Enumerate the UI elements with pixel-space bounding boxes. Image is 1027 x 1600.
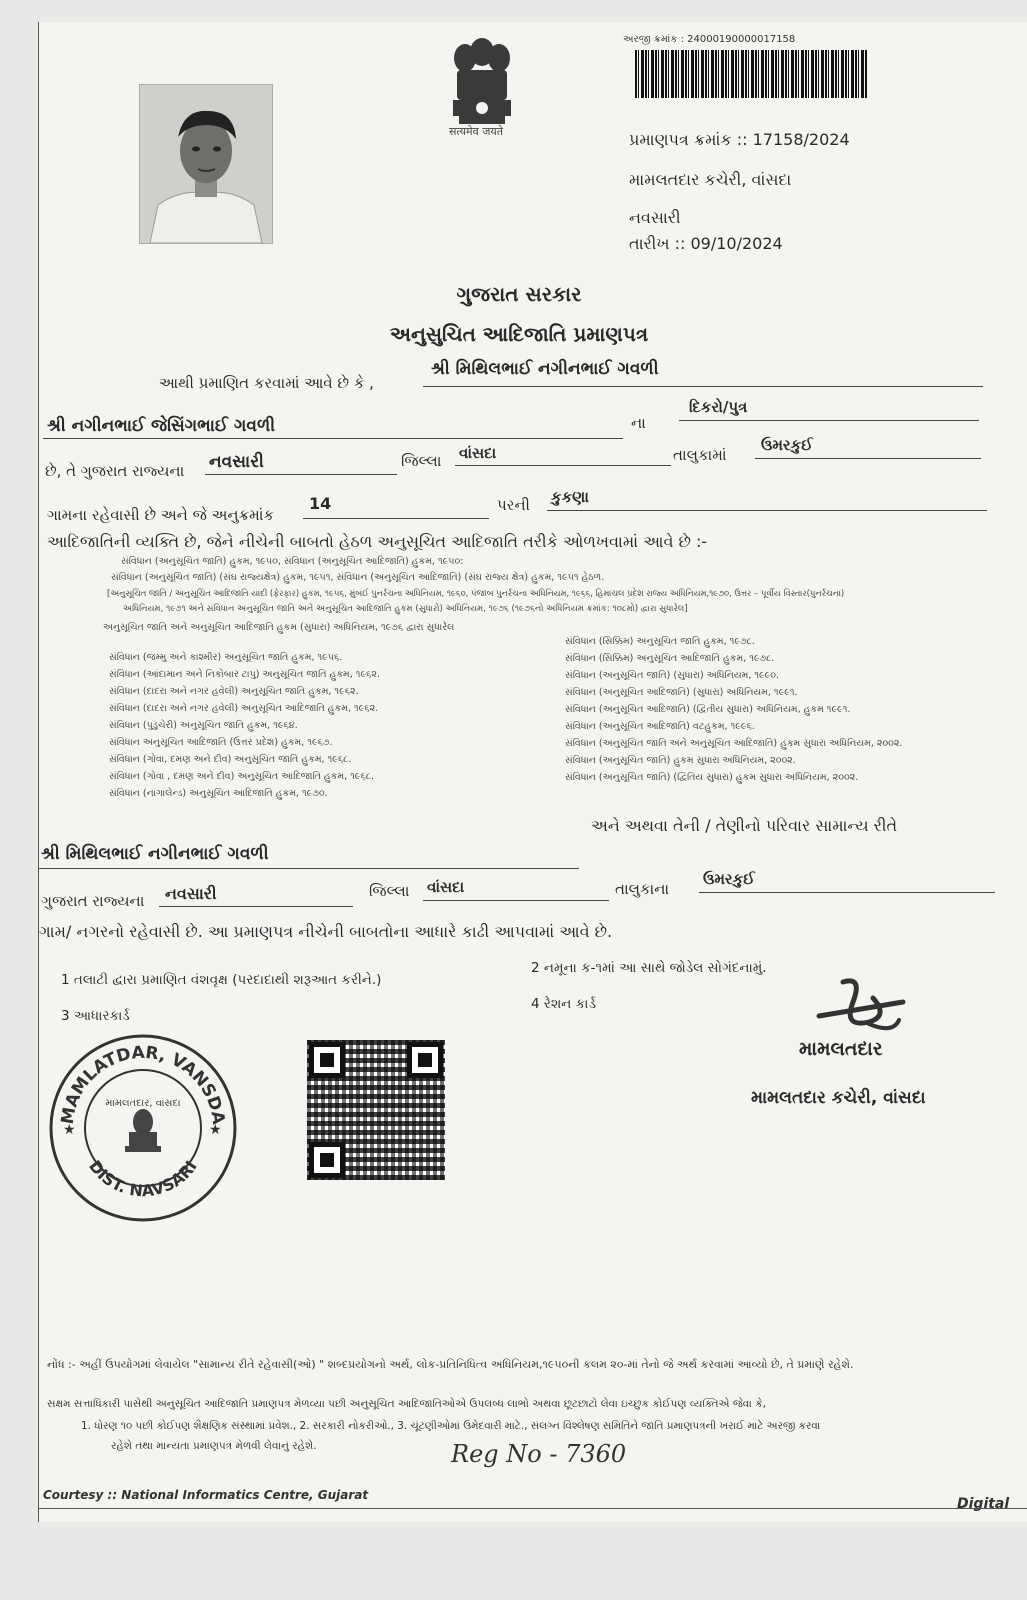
order-item: સંવિધાન (સિક્કિમ) અનુસૂચિત જાતિ હુકમ, ૧૯૭૮.: [565, 636, 755, 647]
orders-right-column: [565, 636, 995, 789]
order-item: સંવિધાન (સિક્કિમ) અનુસૂચિત આદિજાતિ હુકમ, ૧૯૭૮.: [565, 653, 775, 664]
village-name-repeat: નવસારી: [165, 884, 217, 903]
basis-item: 3 આધારકાર્ડ: [61, 1008, 130, 1024]
taluka-label: તાલુકામાં: [673, 446, 727, 464]
issue-date: તારીખ :: 09/10/2024: [629, 234, 783, 253]
order-item: સંવિધાન (દાદરા અને નગર હવેલી) અનુસૂચિત આદિજાતિ હુકમ, ૧૯૬૨.: [109, 703, 379, 714]
application-number: અરજી ક્રમાંક : 24000190000017158: [623, 34, 796, 45]
signature-mark-icon: [813, 972, 913, 1042]
order-item: સંવિધાન (અનુસૂચિત આદિજાતિ) (દ્વિતીય સુધારા) અધિનિયમ, હુકમ ૧૯૯૧.: [565, 704, 851, 715]
state-label-repeat: ગુજરાત રાજ્યના: [41, 892, 145, 910]
order-item: સંવિધાન (અનુસૂચિત આદિજાતિ) (સુધારા) અધિનિયમ, ૧૯૯૧.: [565, 687, 798, 698]
note-line: રહેશે તથા માન્યતા પ્રમાણપત્ર મેળવી લેવાનું રહેશે.: [111, 1440, 317, 1452]
basis-item: 4 રેશન કાર્ડ: [531, 996, 596, 1012]
seal-bottom-text: DIST. NAVSARI: [85, 1156, 201, 1201]
svg-text:★: ★: [209, 1122, 222, 1138]
order-line: સંવિધાન (અનુસૂચિત જાતિ) હુકમ, ૧૯૫૦, સંવિધાન (અનુસૂચિત આદિજાતિ) હુકમ, ૧૯૫૦:: [121, 556, 464, 567]
order-item: સંવિધાન (અનુસૂચિત જાતિ) (સુધારા) અધિનિયમ, ૧૯૯૦.: [565, 670, 780, 681]
order-line: સંવિધાન (અનુસૂચિત જાતિ) (સંઘ રાજ્યક્ષેત્ર) હુકમ, ૧૯૫૧, સંવિધાન (અનુસૂચિત આદિજાતિ) (સંઘ રાજ્ય ક્ષેત્ર) હુકમ, ૧૯૫૧ હેઠળ.: [111, 572, 605, 583]
order-item: સંવિધાન અનુસૂચિત આદિજાતિ (ઉત્તર પ્રદેશ) હુકમ, ૧૯૬૭.: [109, 737, 333, 748]
note-line: સક્ષમ સત્તાધિકારી પાસેથી અનુસૂચિત આદિજાતિ પ્રમાણપત્ર મેળવ્યા પછી અનુસૂચિત આદિજાતિઓએ ઉપલબ્ધ લાભો અથવા છૂટછાટો લેવા ઇચ્છુક કોઈપણ વ્યક્તિએ જેવા કે,: [47, 1398, 766, 1410]
order-item: સંવિધાન (અનુસૂચિત જાતિ) (દ્વિતિય સુધારા) હુકમ સુધારા અધિનિયમ, ૨૦૦૨.: [565, 772, 859, 783]
resident-label: ગામના રહેવાસી છે અને જે અનુક્રમાંક: [47, 506, 275, 524]
certificate-title: અનુસુચિત આદિજાતિ પ્રમાણપત્ર: [389, 322, 649, 346]
note-line: નોંધ :- અહીં ઉપયોગમાં લેવાયેલ "સામાન્ય રીતે રહેવાસી(ઓ) " શબ્દપ્રયોગનો અર્થ, લોક-પ્રતિનિધિત્વ અધિનિયમ,૧૯૫૦ની કલમ ૨૦-માં તેનો જે અર્થ કરવામાં આવ્યો છે, તે પ્રમાણે રહેશે.: [47, 1358, 854, 1371]
family-label: અને અથવા તેની / તેણીનો પરિવાર સામાન્ય રીતે: [591, 816, 898, 835]
applicant-name: શ્રી મિથિલભાઈ નગીનભાઈ ગવળી: [431, 359, 659, 379]
order-line: અનુસૂચિત જાતિ અને અનુસૂચિત આદિજાતિ હુકમ (સુધારા) અધિનિયમ, ૧૯૭૬ દ્વારા સુધારેલ: [103, 622, 455, 633]
government-title: ગુજરાત સરકાર: [456, 282, 582, 306]
national-emblem-icon: [437, 30, 527, 140]
order-item: સંવિધાન (જમ્મુ અને કાશ્મીર) અનુસૂચિત જાતિ હુકમ, ૧૯૫૬.: [109, 652, 343, 663]
applicant-photo: [139, 84, 273, 244]
tribal-sentence: આદિજાતિની વ્યક્તિ છે, જેને નીચેની બાબતો હેઠળ અનુસૂચિત આદિજાતિ તરીકે ઓળખવામાં આવે છે :-: [47, 532, 708, 551]
certificate-sheet: [38, 22, 1027, 1522]
barcode: [635, 50, 867, 98]
father-name: શ્રી નગીનભાઈ જેસિંગભાઈ ગવળી: [47, 416, 276, 436]
official-seal: [45, 1030, 241, 1226]
footer-courtesy: Courtesy :: National Informatics Centre, Gujarat: [43, 1488, 369, 1502]
svg-text:DIST. NAVSARI: [85, 1157, 201, 1201]
tribe-name: કુકણા: [551, 488, 589, 506]
order-item: સંવિધાન (દાદરા અને નગર હવેલી) અનુસૂચિત જાતિ હુકમ, ૧૯૬૨.: [109, 686, 359, 697]
emblem-motto: सत्यमेव जयते: [449, 125, 504, 138]
footer-digital: Digital: [957, 1496, 1010, 1512]
signatory-office: મામલતદાર કચેરી, વાંસદા: [751, 1088, 926, 1108]
of-label: ના: [631, 414, 646, 432]
relation: દિકરો/પુત્ર: [689, 398, 748, 416]
taluka-label-repeat: તાલુકાના: [615, 880, 670, 898]
svg-text:★: ★: [63, 1122, 76, 1138]
order-line: [અનુસૂચિત જાતિ / અનુસૂચિત આદિજાતિ યાદી (ફેરફાર) હુકમ, ૧૯૫૬, મુંબઈ પુનર્રચના અધિનિયમ, ૧૯૬૦, પંજાબ પુનર્રચના અધિનિયમ, ૧૯૬૬, હિમાચલ પ્રદેશ રાજ્ય અધિનિયમ,૧૯૭૦, ઉત્તર – પૂર્વીય વિસ્તાર(પુનર્રચના): [107, 588, 845, 598]
orders-left-column: [109, 652, 579, 805]
qr-code: [307, 1040, 445, 1180]
order-item: સંવિધાન (નાગાલેન્ડ) અનુસૂચિત આદિજાતિ હુકમ, ૧૯૭૦.: [109, 788, 328, 799]
basis-sentence: ગામ/ નગરનો રહેવાસી છે. આ પ્રમાણપત્ર નીચેની બાબતોના આધારે કાઢી આપવામાં આવે છે.: [39, 922, 613, 941]
village-name: નવસારી: [209, 452, 264, 472]
signatory-designation: મામલતદાર: [799, 1038, 883, 1060]
note-line: 1. ધોરણ ૧૦ પછી કોઈપણ શૈક્ષણિક સંસ્થામાં પ્રવેશ., 2. સરકારી નોકરીઓ., 3. ચૂંટણીઓમાં ઉમેદવારી માટે., સંલગ્ન વિશ્લેષણ સમિતિને જાતિ પ્રમાણપત્રની ખરાઈ માટે અરજી કરવા: [81, 1420, 821, 1432]
handwritten-registration: Reg No - 7360: [451, 1440, 627, 1468]
taluka-value-repeat: ઉમરકુઈ: [703, 870, 755, 888]
applicant-name-repeat: શ્રી મિથિલભાઈ નગીનભાઈ ગવળી: [41, 844, 269, 864]
order-item: સંવિધાન (અનુસૂચિત આદિજાતિ) વટહુકમ, ૧૯૯૬.: [565, 721, 755, 732]
order-item: સંવિધાન (પુડુચેરી) અનુસૂચિત જાતિ હુકમ, ૧૯૬૪.: [109, 720, 298, 731]
par-label: પરની: [497, 496, 530, 514]
order-item: સંવિધાન (અનુસૂચિત જાતિ) હુકમ સુધારા અધિનિયમ, ૨૦૦૨.: [565, 755, 796, 766]
issuing-district: નવસારી: [629, 208, 681, 227]
serial-number: 14: [309, 494, 332, 513]
district-label: જિલ્લા: [401, 452, 442, 470]
district-value-repeat: વાંસદા: [427, 878, 465, 896]
order-item: સંવિધાન (ગોવા, દમણ અને દીવ) અનુસૂચિત જાતિ હુકમ, ૧૯૬૮.: [109, 754, 352, 765]
district-value: વાંસદા: [459, 444, 497, 462]
seal-top-text: MAMLATDAR, VANSDA: [57, 1042, 229, 1126]
certify-prefix: આથી પ્રમાણિત કરવામાં આવે છે કે ,: [159, 374, 374, 392]
certificate-number: પ્રમાણપત્ર ક્રમાંક :: 17158/2024: [629, 130, 850, 149]
order-line: અધિનિયમ, ૧૯૭૧ અને સંવિધાન અનુસૂચિત જાતિ અને અનુસૂચિત આદિજાતિ હુકમ (સુધારો) અધિનિયમ, ૧૯૭૬ (૧૯૭૬નો અધિનિયમ ક્રમાંક: ૧૦૮મો) દ્વારા સુધારેલ]: [123, 604, 688, 614]
order-item: સંવિધાન (અનુસૂચિત જાતિ અને અનુસૂચિત આદિજાતિ) હુકમ સુધારા અધિનિયમ, ૨૦૦૨.: [565, 738, 903, 749]
issuing-office: મામલતદાર કચેરી, વાંસદા: [629, 170, 792, 189]
seal-inner-text: મામલતદાર, વાંસદા: [105, 1098, 181, 1109]
taluka-value: ઉમરકુઈ: [761, 436, 813, 454]
district-label-repeat: જિલ્લા: [369, 882, 410, 900]
basis-item: 2 નમૂના ક-૧માં આ સાથે જોડેલ સોગંદનામું.: [531, 960, 767, 976]
state-label: છે, તે ગુજરાત રાજ્યના: [45, 462, 185, 480]
order-item: સંવિધાન (ગોવા , દમણ અને દીવ) અનુસૂચિત આદિજાતિ હુકમ, ૧૯૬૮.: [109, 771, 374, 782]
order-item: સંવિધાન (આંદામાન અને નિકોબાર ટાપુ) અનુસૂચિત જાતિ હુકમ, ૧૯૬૨.: [109, 669, 380, 680]
basis-item: 1 તલાટી દ્વારા પ્રમાણિત વંશવૃક્ષ (પરદાદાથી શરૂઆત કરીને.): [61, 972, 382, 988]
